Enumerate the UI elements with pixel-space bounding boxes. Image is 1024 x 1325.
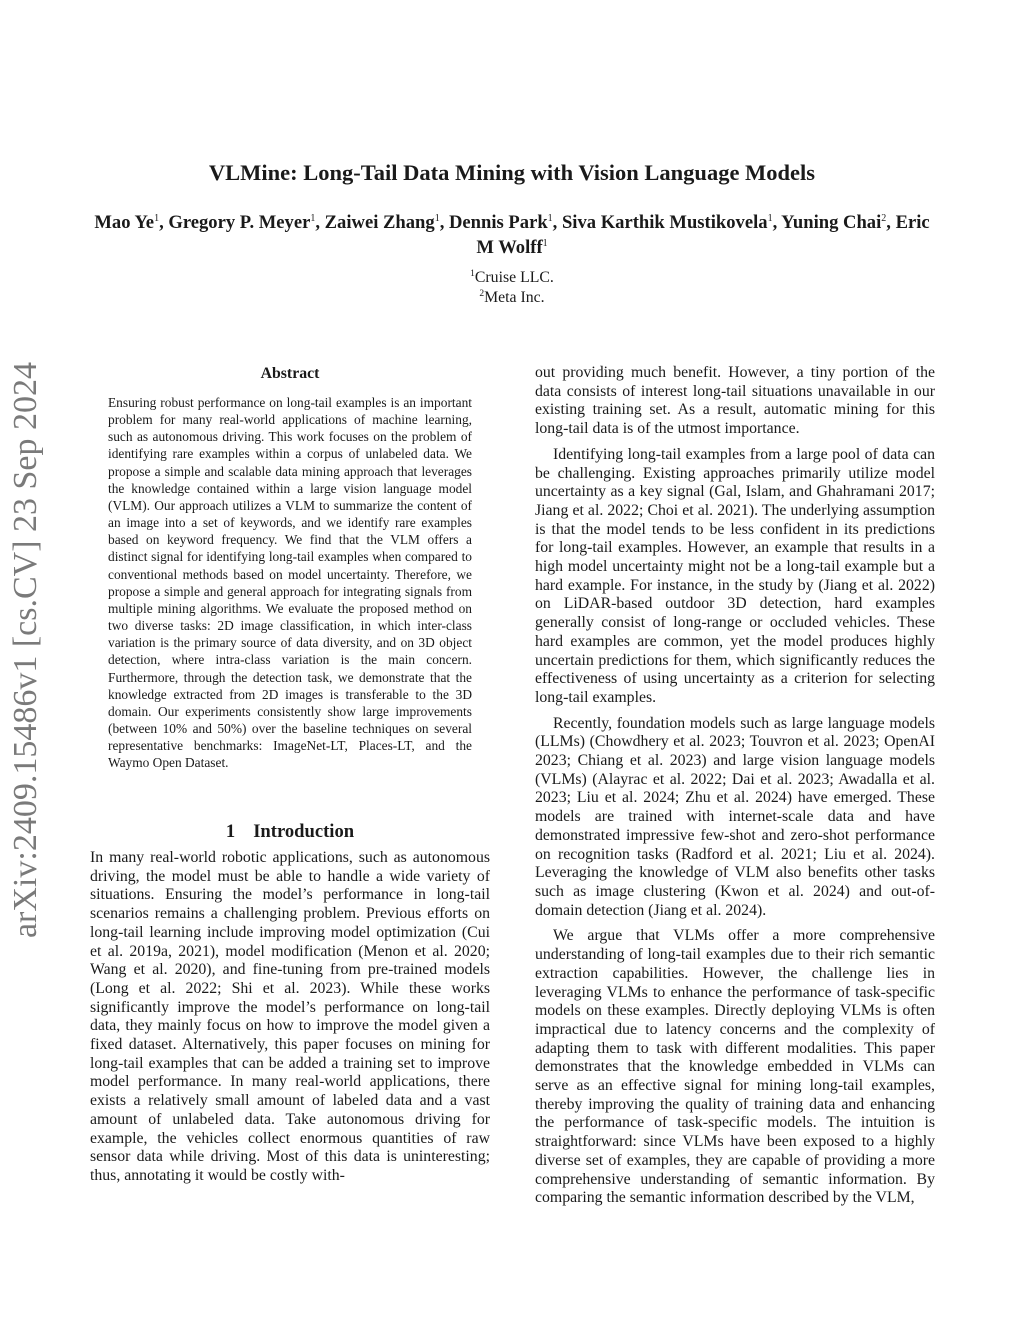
affiliation-mark: 1 [154, 213, 160, 224]
right-column [535, 364, 935, 1215]
affiliation-mark: 2 [881, 213, 887, 224]
section-number: 1 [225, 821, 236, 842]
section-title: Introduction [253, 821, 355, 842]
affiliation-mark: 1 [547, 213, 553, 224]
author-list: Mao Ye$^1$, Gregory P. Meyer$^1$, Zaiwei Zhang$^1$, Dennis Park$^1$, Siva Karthik Mustikovela$^1$, Yuning Chai$^2$, Eric M Wolff$^1$ [94, 212, 930, 258]
affiliation-mark: 2 [479, 289, 485, 299]
abstract-heading: Abstract [260, 365, 320, 382]
author-name: Eric M Wolff [476, 212, 930, 258]
paragraph: We argue that VLMs offer a more comprehensive understanding of long-tail examples due to their rich semantic extraction capabilities. However, the challenge lies in leveraging VLMs to enhance the performance of task-specific models on these examples. Directly deploying VLMs is often impractical due to latency concerns and the complexity of adapting them to task with different modalities. This paper demonstrates that the knowledge embedded in VLMs can serve as an effective signal for mining long-tail examples, thereby improving the quality of training data and enhancing the performance of task-specific models. The intuition is straightforward: since VLMs have been exposed to a highly diverse set of examples, they are capable of providing a more comprehensive understanding of semantic information. By comparing the semantic information described by the VLM, [535, 927, 935, 1207]
paper-title: VLMine: Long-Tail Data Mining with Vision Language Models [208, 160, 816, 185]
affiliation-mark: 1 [470, 269, 475, 279]
affiliation [0, 268, 1024, 288]
paragraph: Recently, foundation models such as large language models (LLMs) (Chowdhery et al. 2023; Touvron et al. 2023; OpenAI 2023; Chiang et al. 2023) and large vision language models (VLMs) (Alayrac et al. 2022; Dai et al. 2023; Awadalla et al. 2023; Liu et al. 2024; Zhu et al. 2024) have emerged. These models are trained with internet-scale data and have demonstrated impressive few-shot and zero-shot performance on recognition tasks (Radford et al. 2021; Liu et al. 2024). Leveraging the knowledge of VLM also benefits other tasks such as image clustering (Kwon et al. 2024) and out-of-domain detection (Jiang et al. 2024). [535, 714, 935, 919]
author-name: Dennis Park [449, 212, 548, 233]
affiliation-name: Meta Inc. [484, 289, 545, 306]
author-name: Siva Karthik Mustikovela [561, 212, 768, 233]
paragraph: out providing much benefit. However, a tiny portion of the data consists of interest long-tail situations unavailable in our existing training set. As a result, automatic mining for this long-tail data is of the utmost importance. [535, 364, 935, 438]
affiliation-mark: 1 [542, 238, 548, 249]
affiliation-mark: 1 [767, 213, 773, 224]
paragraph: In many real-world robotic applications, such as autonomous driving, the model must be able to handle a wide variety of situations. Ensuring the model’s performance in long-tail scenarios remains a challenging problem. Previous efforts on long-tail learning include improving model optimization (Cui et al. 2019a, 2021), model modification (Menon et al. 2020; Wang et al. 2020), and fine-tuning from pre-trained models (Long et al. 2022; Shi et al. 2023). While these works significantly improve the model’s performance on long-tail data, they mainly focus on how to improve the model given a fixed dataset. Alternatively, this paper focuses on mining for long-tail examples that can be added a training set to improve model performance. In many real-world applications, there exists a relatively small amount of labeled data and a vast amount of unlabeled data. Take autonomous driving for example, the vehicles collect enormous quantities of raw sensor data while driving. Most of this data is uninteresting; thus, annotating it would be costly with- [90, 849, 490, 1184]
section-heading [90, 820, 490, 844]
abstract-body [108, 394, 472, 771]
arxiv-identifier: arXiv:2409.15486v1 [cs.CV] 23 Sep 2024 [7, 361, 44, 939]
affiliation-mark: 1 [310, 213, 316, 224]
affiliation [0, 288, 1024, 308]
affiliation-mark: 1 [434, 213, 440, 224]
left-column [90, 849, 490, 1186]
affiliation-name: Cruise LLC. [474, 269, 554, 286]
paragraph: Identifying long-tail examples from a large pool of data can be challenging. Existing approaches primarily utilize model uncertainty as a key signal (Gal, Islam, and Ghahramani 2017; Jiang et al. 2022; Choi et al. 2021). The underlying assumption is that the model tends to be less confident in its predictions for long-tail examples. However, an example that results in a high model uncertainty might not be a long-tail example but a hard example. For instance, in the study by (Jiang et al. 2022) on LiDAR-based outdoor 3D detection, hard examples generally consist of long-range or occluded vehicles. These hard examples are common, yet the model produces highly uncertain predictions for them, which significantly reduces the effectiveness of using uncertainty as a criterion for selecting long-tail examples. [535, 445, 935, 706]
author-name: Gregory P. Meyer [168, 212, 311, 233]
author-name: Mao Ye [94, 212, 155, 233]
abstract-text: Ensuring robust performance on long-tail examples is an important problem for many real-world applications of machine learning, such as autonomous driving. This work focuses on the problem of identifying rare examples within a corpus of unlabeled data. We propose a simple and scalable data mining approach that leverages the knowledge contained within a large vision language model (VLM). Our approach utilizes a VLM to summarize the content of an image into a set of keywords, and we identify rare examples based on keyword frequency. We find that the VLM offers a distinct signal for identifying long-tail examples when compared to conventional methods based on model uncertainty. Therefore, we propose a simple and general approach for integrating signals from multiple mining algorithms. We evaluate the proposed method on two diverse tasks: 2D image classification, in which inter-class variation is the primary source of data diversity, and on 3D object detection, where intra-class variation is the main concern. Furthermore, through the detection task, we demonstrate that the knowledge extracted from 2D images is transferable to the 3D domain. Our experiments consistently show large improvements (between 10% and 50%) over the baseline techniques on several representative benchmarks: ImageNet-LT, Places-LT, and the Waymo Open Dataset. [108, 395, 472, 771]
affiliation-list [0, 268, 1024, 308]
author-name: Zaiwei Zhang [324, 212, 435, 233]
author-name: Yuning Chai [781, 212, 882, 233]
